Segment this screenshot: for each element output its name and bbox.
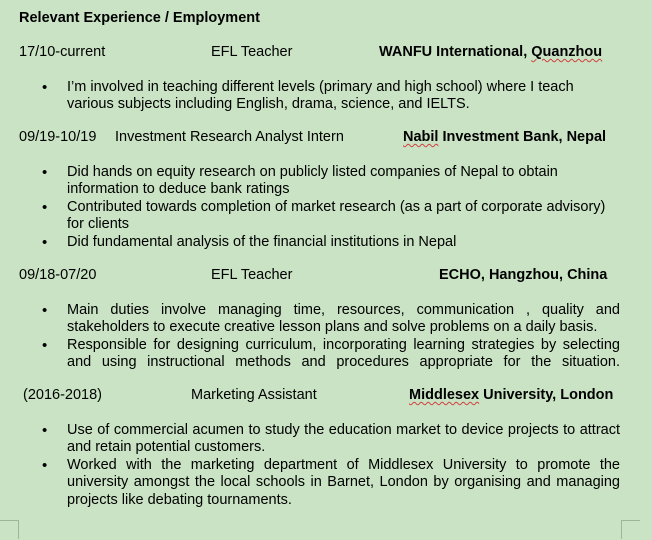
section-title: Relevant Experience / Employment xyxy=(19,10,260,26)
entry-1-dates: 17/10-current xyxy=(19,44,106,60)
entry-1-role: EFL Teacher xyxy=(211,44,293,60)
page-corner-mark-right xyxy=(621,520,640,539)
entry-3-bullets xyxy=(19,302,620,372)
entry-2-bullets xyxy=(19,164,619,251)
entry-2-dates: 09/19-10/19 xyxy=(19,129,97,145)
list-item: • Did hands on equity research on publicly listed companies of Nepal to obtain information to deduce bank ratings xyxy=(19,164,619,199)
entry-1-bullets xyxy=(19,79,599,114)
entry-3-role: EFL Teacher xyxy=(211,267,293,283)
list-item: • Contributed towards completion of market research (as a part of corporate advisory) for clients xyxy=(19,199,619,234)
entry-4-bullets xyxy=(19,422,620,509)
entry-3-org: ECHO, Hangzhou, China xyxy=(439,267,608,283)
list-item: • Did fundamental analysis of the financial institutions in Nepal xyxy=(19,234,619,251)
entry-3-dates: 09/18-07/20 xyxy=(19,267,97,283)
entry-4-dates: (2016-2018) xyxy=(23,387,102,403)
page-corner-mark-left xyxy=(0,520,19,539)
list-item: • Responsible for designing curriculum, incorporating learning strategies by selecting and using instructional methods and procedures appropriate for the situation. xyxy=(19,337,620,372)
list-item: • Use of commercial acumen to study the education market to device projects to attract and retain potential customers. xyxy=(19,422,620,457)
entry-2-role: Investment Research Analyst Intern xyxy=(115,129,344,145)
entry-4-org: Middlesex University, London xyxy=(409,387,614,403)
entry-4-role: Marketing Assistant xyxy=(191,387,317,403)
entry-2-org: Nabil Investment Bank, Nepal xyxy=(403,129,607,145)
entry-1-org: WANFU International, Quanzhou xyxy=(379,44,603,60)
list-item: • Worked with the marketing department of Middlesex University to promote the university amongst the local schools in Barnet, London by organising and managing projects like debating tournaments. xyxy=(19,457,620,509)
list-item: • I’m involved in teaching different levels (primary and high school) where I teach various subjects including English, drama, science, and IELTS. xyxy=(19,79,599,114)
list-item: • Main duties involve managing time, resources, communication , quality and stakeholders to execute creative lesson plans and solve problems on a daily basis. xyxy=(19,302,620,337)
